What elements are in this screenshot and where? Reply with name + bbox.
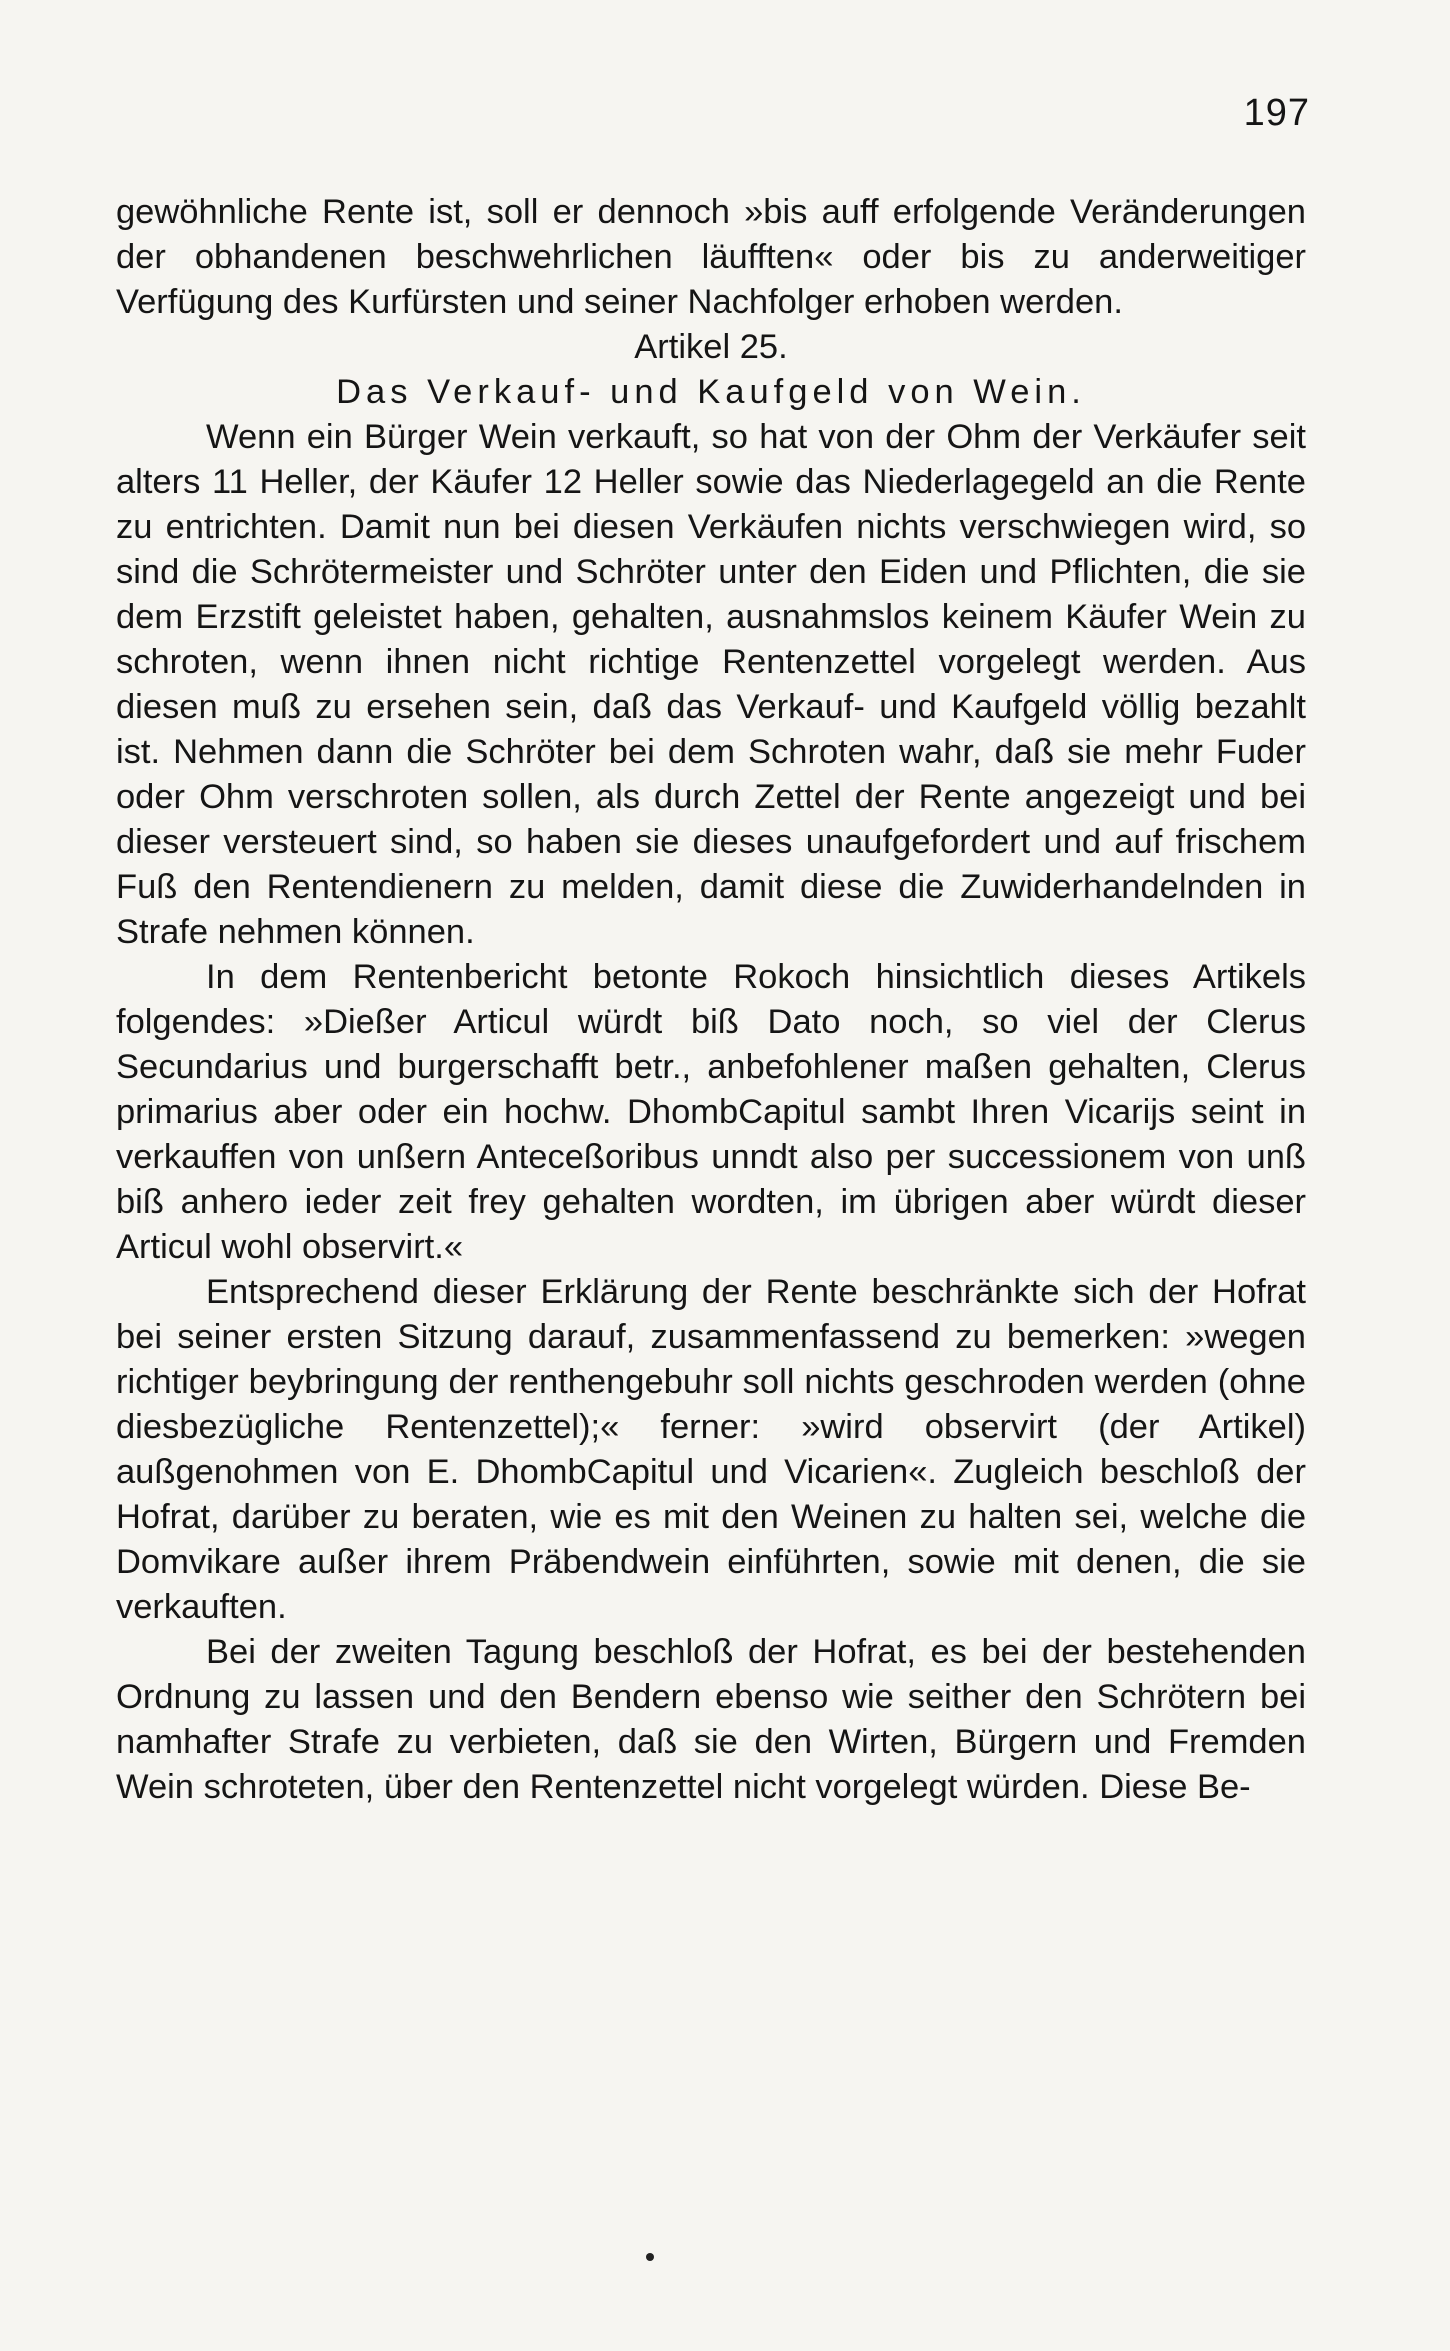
article-title: Das Verkauf- und Kaufgeld von Wein.: [336, 373, 1086, 411]
paragraph-continuation: gewöhnliche Rente ist, soll er dennoch »bis auff erfolgende Veränderungen der obhandenen beschwehrlichen läufften« oder bis zu anderweitiger Verfügung des Kurfürsten und seiner Nachfolger erhoben werden.: [116, 193, 1306, 321]
page-number: 197: [1243, 92, 1310, 134]
paragraph-rentenbericht: In dem Rentenbericht betonte Rokoch hinsichtlich dieses Artikels folgendes: »Dießer Articul würdt biß Dato noch, so viel der Clerus Secundarius und burgerschafft betr., anbefohlener maßen gehalten, Clerus primarius aber oder ein hochw. DhombCapitul sambt Ihren Vicarijs seint in verkauffen von unßern Anteceßoribus unndt also per successionem von unß biß anhero ieder zeit frey gehalten wordten, im übrigen aber würdt dieser Articul wohl observirt.«: [116, 958, 1306, 1266]
paragraph-hofrat-first-session: Entsprechend dieser Erklärung der Rente beschränkte sich der Hofrat bei seiner ersten Sitzung darauf, zusammenfassend zu bemerken: »wegen richtiger beybringung der renthengebuhr soll nichts geschroden werden (ohne diesbezügliche Rentenzettel);« ferner: »wird observirt (der Artikel) außgenohmen von E. DhombCapitul und Vicarien«. Zugleich beschloß der Hofrat, darüber zu beraten, wie es mit den Weinen zu halten sei, welche die Domvikare außer ihrem Präbendwein einführten, sowie mit denen, die sie verkauften.: [116, 1273, 1306, 1626]
body-text: [116, 190, 1306, 1810]
footer-dot: [646, 2253, 654, 2261]
article-number: Artikel 25.: [634, 328, 788, 366]
paragraph-hofrat-second-session: Bei der zweiten Tagung beschloß der Hofrat, es bei der bestehenden Ordnung zu lassen und den Bendern ebenso wie seither den Schrötern bei namhafter Strafe zu verbieten, daß sie den Wirten, Bürgern und Fremden Wein schroteten, über den Rentenzettel nicht vorgelegt würden. Diese Be-: [116, 1633, 1306, 1806]
paragraph-article-text: Wenn ein Bürger Wein verkauft, so hat von der Ohm der Verkäufer seit alters 11 Heller, der Käufer 12 Heller sowie das Niederlagegeld an die Rente zu entrichten. Damit nun bei diesen Verkäufen nichts verschwiegen wird, so sind die Schrötermeister und Schröter unter den Eiden und Pflichten, die sie dem Erzstift geleistet haben, gehalten, ausnahmslos keinem Käufer Wein zu schroten, wenn ihnen nicht richtige Rentenzettel vorgelegt werden. Aus diesen muß zu ersehen sein, daß das Verkauf- und Kaufgeld völlig bezahlt ist. Nehmen dann die Schröter bei dem Schroten wahr, daß sie mehr Fuder oder Ohm verschroten sollen, als durch Zettel der Rente angezeigt und bei dieser versteuert sind, so haben sie dieses unaufgefordert und auf frischem Fuß den Rentendienern zu melden, damit diese die Zuwiderhandelnden in Strafe nehmen können.: [116, 418, 1306, 951]
